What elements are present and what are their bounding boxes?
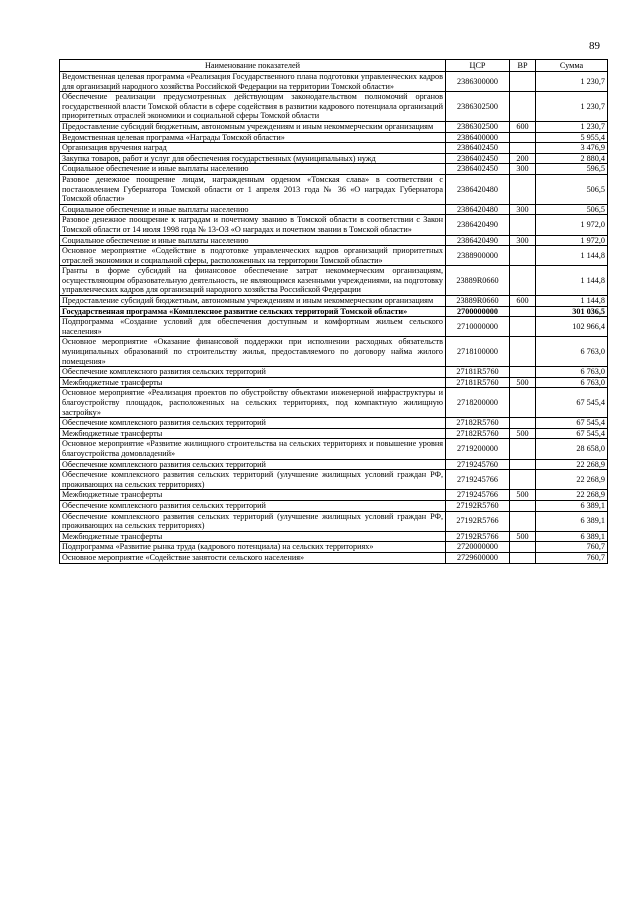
cell-vr: 300 — [510, 235, 536, 246]
cell-vr — [510, 439, 536, 459]
table-row — [60, 531, 608, 542]
cell-name: Ведомственная целевая программа «Награды Томской области» — [60, 132, 446, 143]
table-row — [60, 246, 608, 266]
table-row — [60, 377, 608, 388]
cell-name: Основное мероприятие «Развитие жилищного строительства на сельских территориях и повышение уровня благоустройства домовладений» — [60, 439, 446, 459]
cell-vr — [510, 388, 536, 418]
cell-vr: 200 — [510, 153, 536, 164]
table-row — [60, 470, 608, 490]
cell-csr: 2719245766 — [446, 490, 510, 501]
table-row — [60, 367, 608, 378]
cell-name: Основное мероприятие «Содействие в подготовке управленческих кадров организаций приоритетных отраслей экономики и социальной сферы, расположенных на территории Томской области» — [60, 246, 446, 266]
cell-csr: 27182R5760 — [446, 428, 510, 439]
cell-sum: 6 389,1 — [536, 531, 608, 542]
cell-vr — [510, 266, 536, 296]
cell-sum: 22 268,9 — [536, 490, 608, 501]
cell-csr: 2719245760 — [446, 459, 510, 470]
table-row — [60, 215, 608, 235]
cell-csr: 2386420480 — [446, 204, 510, 215]
table-row — [60, 92, 608, 122]
cell-csr: 2710000000 — [446, 317, 510, 337]
cell-sum: 3 476,9 — [536, 143, 608, 154]
cell-vr: 500 — [510, 531, 536, 542]
cell-name: Обеспечение реализации предусмотренных действующим законодательством полномочий органов государственной власти Томской области в сфере содействия в развитии кадрового потенциала организаций приоритетных отраслей экономики и социальной сферы Томской области — [60, 92, 446, 122]
cell-csr: 2386300000 — [446, 72, 510, 92]
cell-sum: 22 268,9 — [536, 459, 608, 470]
cell-name: Государственная программа «Комплексное развитие сельских территорий Томской области» — [60, 306, 446, 317]
cell-vr: 300 — [510, 164, 536, 175]
cell-sum: 1 230,7 — [536, 121, 608, 132]
table-row — [60, 337, 608, 367]
cell-vr — [510, 132, 536, 143]
cell-sum: 6 389,1 — [536, 511, 608, 531]
cell-csr: 27182R5760 — [446, 418, 510, 429]
cell-sum: 1 144,8 — [536, 296, 608, 307]
cell-csr: 2720000000 — [446, 542, 510, 553]
cell-name: Межбюджетные трансферты — [60, 428, 446, 439]
table-row — [60, 174, 608, 204]
cell-sum: 6 763,0 — [536, 367, 608, 378]
cell-csr: 27192R5766 — [446, 531, 510, 542]
cell-sum: 22 268,9 — [536, 470, 608, 490]
cell-csr: 2386302500 — [446, 121, 510, 132]
cell-name: Разовое денежное поощрение лицам, награжденным орденом «Томская слава» в соответствии с постановлением Губернатора Томской области от 1 апреля 2013 года № 36 «О наградах Губернатора Томской области» — [60, 174, 446, 204]
cell-csr: 2386402450 — [446, 143, 510, 154]
table-row — [60, 511, 608, 531]
cell-vr: 600 — [510, 121, 536, 132]
table-row — [60, 552, 608, 563]
table-header-row — [60, 60, 608, 72]
cell-name: Обеспечение комплексного развития сельских территорий — [60, 459, 446, 470]
cell-sum: 506,5 — [536, 174, 608, 204]
cell-csr: 27181R5760 — [446, 367, 510, 378]
table-row — [60, 500, 608, 511]
cell-sum: 1 972,0 — [536, 235, 608, 246]
cell-vr — [510, 418, 536, 429]
cell-name: Ведомственная целевая программа «Реализация Государственного плана подготовки управленческих кадров для организаций народного хозяйства Российской Федерации на территории Томской области» — [60, 72, 446, 92]
cell-csr: 2386420490 — [446, 215, 510, 235]
table-row — [60, 306, 608, 317]
cell-sum: 28 658,0 — [536, 439, 608, 459]
budget-table — [59, 59, 608, 564]
table-row — [60, 490, 608, 501]
cell-name: Основное мероприятие «Реализация проектов по обустройству объектами инженерной инфраструктуры и благоустройству площадок, расположенных на сельских территориях, под компактную жилищную застройку» — [60, 388, 446, 418]
cell-name: Гранты в форме субсидий на финансовое обеспечение затрат некоммерческим организациям, осуществляющим образовательную деятельность, не являющимся казенными учреждениями, на подготовку управленческих кадров для организаций народного хозяйства Российской Федерации — [60, 266, 446, 296]
table-row — [60, 296, 608, 307]
cell-name: Организация вручения наград — [60, 143, 446, 154]
cell-vr: 500 — [510, 377, 536, 388]
cell-sum: 102 966,4 — [536, 317, 608, 337]
cell-vr — [510, 215, 536, 235]
cell-csr: 2719245766 — [446, 470, 510, 490]
cell-csr: 2700000000 — [446, 306, 510, 317]
cell-name: Разовое денежное поощрение к наградам и почетному званию в Томской области в соответствии с Закон Томской области от 14 июля 1998 года № 13-ОЗ «О наградах и почетном звании в Томской области» — [60, 215, 446, 235]
cell-sum: 6 389,1 — [536, 500, 608, 511]
cell-name: Подпрограмма «Развитие рынка труда (кадрового потенциала) на сельских территориях» — [60, 542, 446, 553]
cell-vr — [510, 306, 536, 317]
page-number: 89 — [589, 40, 600, 52]
cell-csr: 23889R0660 — [446, 296, 510, 307]
cell-sum: 2 880,4 — [536, 153, 608, 164]
cell-vr — [510, 317, 536, 337]
cell-sum: 5 955,4 — [536, 132, 608, 143]
cell-sum: 1 144,8 — [536, 246, 608, 266]
cell-name: Межбюджетные трансферты — [60, 531, 446, 542]
cell-sum: 67 545,4 — [536, 388, 608, 418]
cell-name: Социальное обеспечение и иные выплаты населению — [60, 235, 446, 246]
header-sum: Сумма — [536, 60, 608, 72]
cell-csr: 23889R0660 — [446, 266, 510, 296]
cell-sum: 301 036,5 — [536, 306, 608, 317]
table-row — [60, 418, 608, 429]
cell-name: Закупка товаров, работ и услуг для обеспечения государственных (муниципальных) нужд — [60, 153, 446, 164]
cell-csr: 2718100000 — [446, 337, 510, 367]
cell-vr — [510, 72, 536, 92]
cell-vr — [510, 470, 536, 490]
cell-csr: 2729600000 — [446, 552, 510, 563]
cell-vr — [510, 92, 536, 122]
cell-vr: 500 — [510, 490, 536, 501]
cell-name: Обеспечение комплексного развития сельских территорий — [60, 418, 446, 429]
cell-name: Обеспечение комплексного развития сельских территорий — [60, 500, 446, 511]
cell-vr — [510, 367, 536, 378]
cell-name: Межбюджетные трансферты — [60, 490, 446, 501]
cell-name: Основное мероприятие «Оказание финансовой поддержки при исполнении расходных обязательств муниципальных образований по строительству жилья, предоставляемого по договору найма жилого помещения» — [60, 337, 446, 367]
table-row — [60, 266, 608, 296]
cell-name: Обеспечение комплексного развития сельских территорий (улучшение жилищных условий граждан РФ, проживающих на сельских территориях) — [60, 470, 446, 490]
table-row — [60, 317, 608, 337]
cell-sum: 1 144,8 — [536, 266, 608, 296]
cell-vr — [510, 174, 536, 204]
table-row — [60, 388, 608, 418]
cell-csr: 2386420490 — [446, 235, 510, 246]
cell-vr — [510, 552, 536, 563]
table-row — [60, 121, 608, 132]
cell-sum: 1 972,0 — [536, 215, 608, 235]
header-csr: ЦСР — [446, 60, 510, 72]
cell-name: Обеспечение комплексного развития сельских территорий — [60, 367, 446, 378]
cell-csr: 2719200000 — [446, 439, 510, 459]
cell-vr — [510, 542, 536, 553]
cell-vr: 300 — [510, 204, 536, 215]
cell-sum: 760,7 — [536, 542, 608, 553]
cell-csr: 27192R5766 — [446, 511, 510, 531]
cell-vr: 600 — [510, 296, 536, 307]
cell-name: Предоставление субсидий бюджетным, автономным учреждениям и иным некоммерческим организациям — [60, 121, 446, 132]
cell-name: Обеспечение комплексного развития сельских территорий (улучшение жилищных условий граждан РФ, проживающих на сельских территориях) — [60, 511, 446, 531]
cell-csr: 2386400000 — [446, 132, 510, 143]
cell-sum: 6 763,0 — [536, 337, 608, 367]
cell-name: Предоставление субсидий бюджетным, автономным учреждениям и иным некоммерческим организациям — [60, 296, 446, 307]
cell-sum: 67 545,4 — [536, 418, 608, 429]
cell-vr — [510, 511, 536, 531]
cell-csr: 2388900000 — [446, 246, 510, 266]
cell-name: Межбюджетные трансферты — [60, 377, 446, 388]
table-row — [60, 428, 608, 439]
cell-vr — [510, 246, 536, 266]
cell-sum: 6 763,0 — [536, 377, 608, 388]
cell-csr: 2718200000 — [446, 388, 510, 418]
cell-csr: 2386420480 — [446, 174, 510, 204]
cell-vr — [510, 459, 536, 470]
cell-sum: 760,7 — [536, 552, 608, 563]
table-row — [60, 439, 608, 459]
header-vr: ВР — [510, 60, 536, 72]
cell-csr: 2386302500 — [446, 92, 510, 122]
cell-vr — [510, 337, 536, 367]
table-row — [60, 542, 608, 553]
cell-csr: 27192R5760 — [446, 500, 510, 511]
table-row — [60, 153, 608, 164]
cell-name: Социальное обеспечение и иные выплаты населению — [60, 204, 446, 215]
cell-csr: 2386402450 — [446, 164, 510, 175]
cell-vr — [510, 143, 536, 154]
cell-sum: 506,5 — [536, 204, 608, 215]
cell-csr: 27181R5760 — [446, 377, 510, 388]
cell-vr — [510, 500, 536, 511]
cell-sum: 1 230,7 — [536, 72, 608, 92]
cell-name: Подпрограмма «Создание условий для обеспечения доступным и комфортным жильем сельского населения» — [60, 317, 446, 337]
cell-csr: 2386402450 — [446, 153, 510, 164]
table-row — [60, 164, 608, 175]
cell-name: Социальное обеспечение и иные выплаты населению — [60, 164, 446, 175]
header-name: Наименование показателей — [60, 60, 446, 72]
cell-sum: 596,5 — [536, 164, 608, 175]
cell-name: Основное мероприятие «Содействие занятости сельского населения» — [60, 552, 446, 563]
table-row — [60, 204, 608, 215]
cell-vr: 500 — [510, 428, 536, 439]
table-row — [60, 143, 608, 154]
table-row — [60, 459, 608, 470]
table-row — [60, 235, 608, 246]
table-body — [60, 72, 608, 564]
table-row — [60, 72, 608, 92]
table-row — [60, 132, 608, 143]
cell-sum: 67 545,4 — [536, 428, 608, 439]
cell-sum: 1 230,7 — [536, 92, 608, 122]
